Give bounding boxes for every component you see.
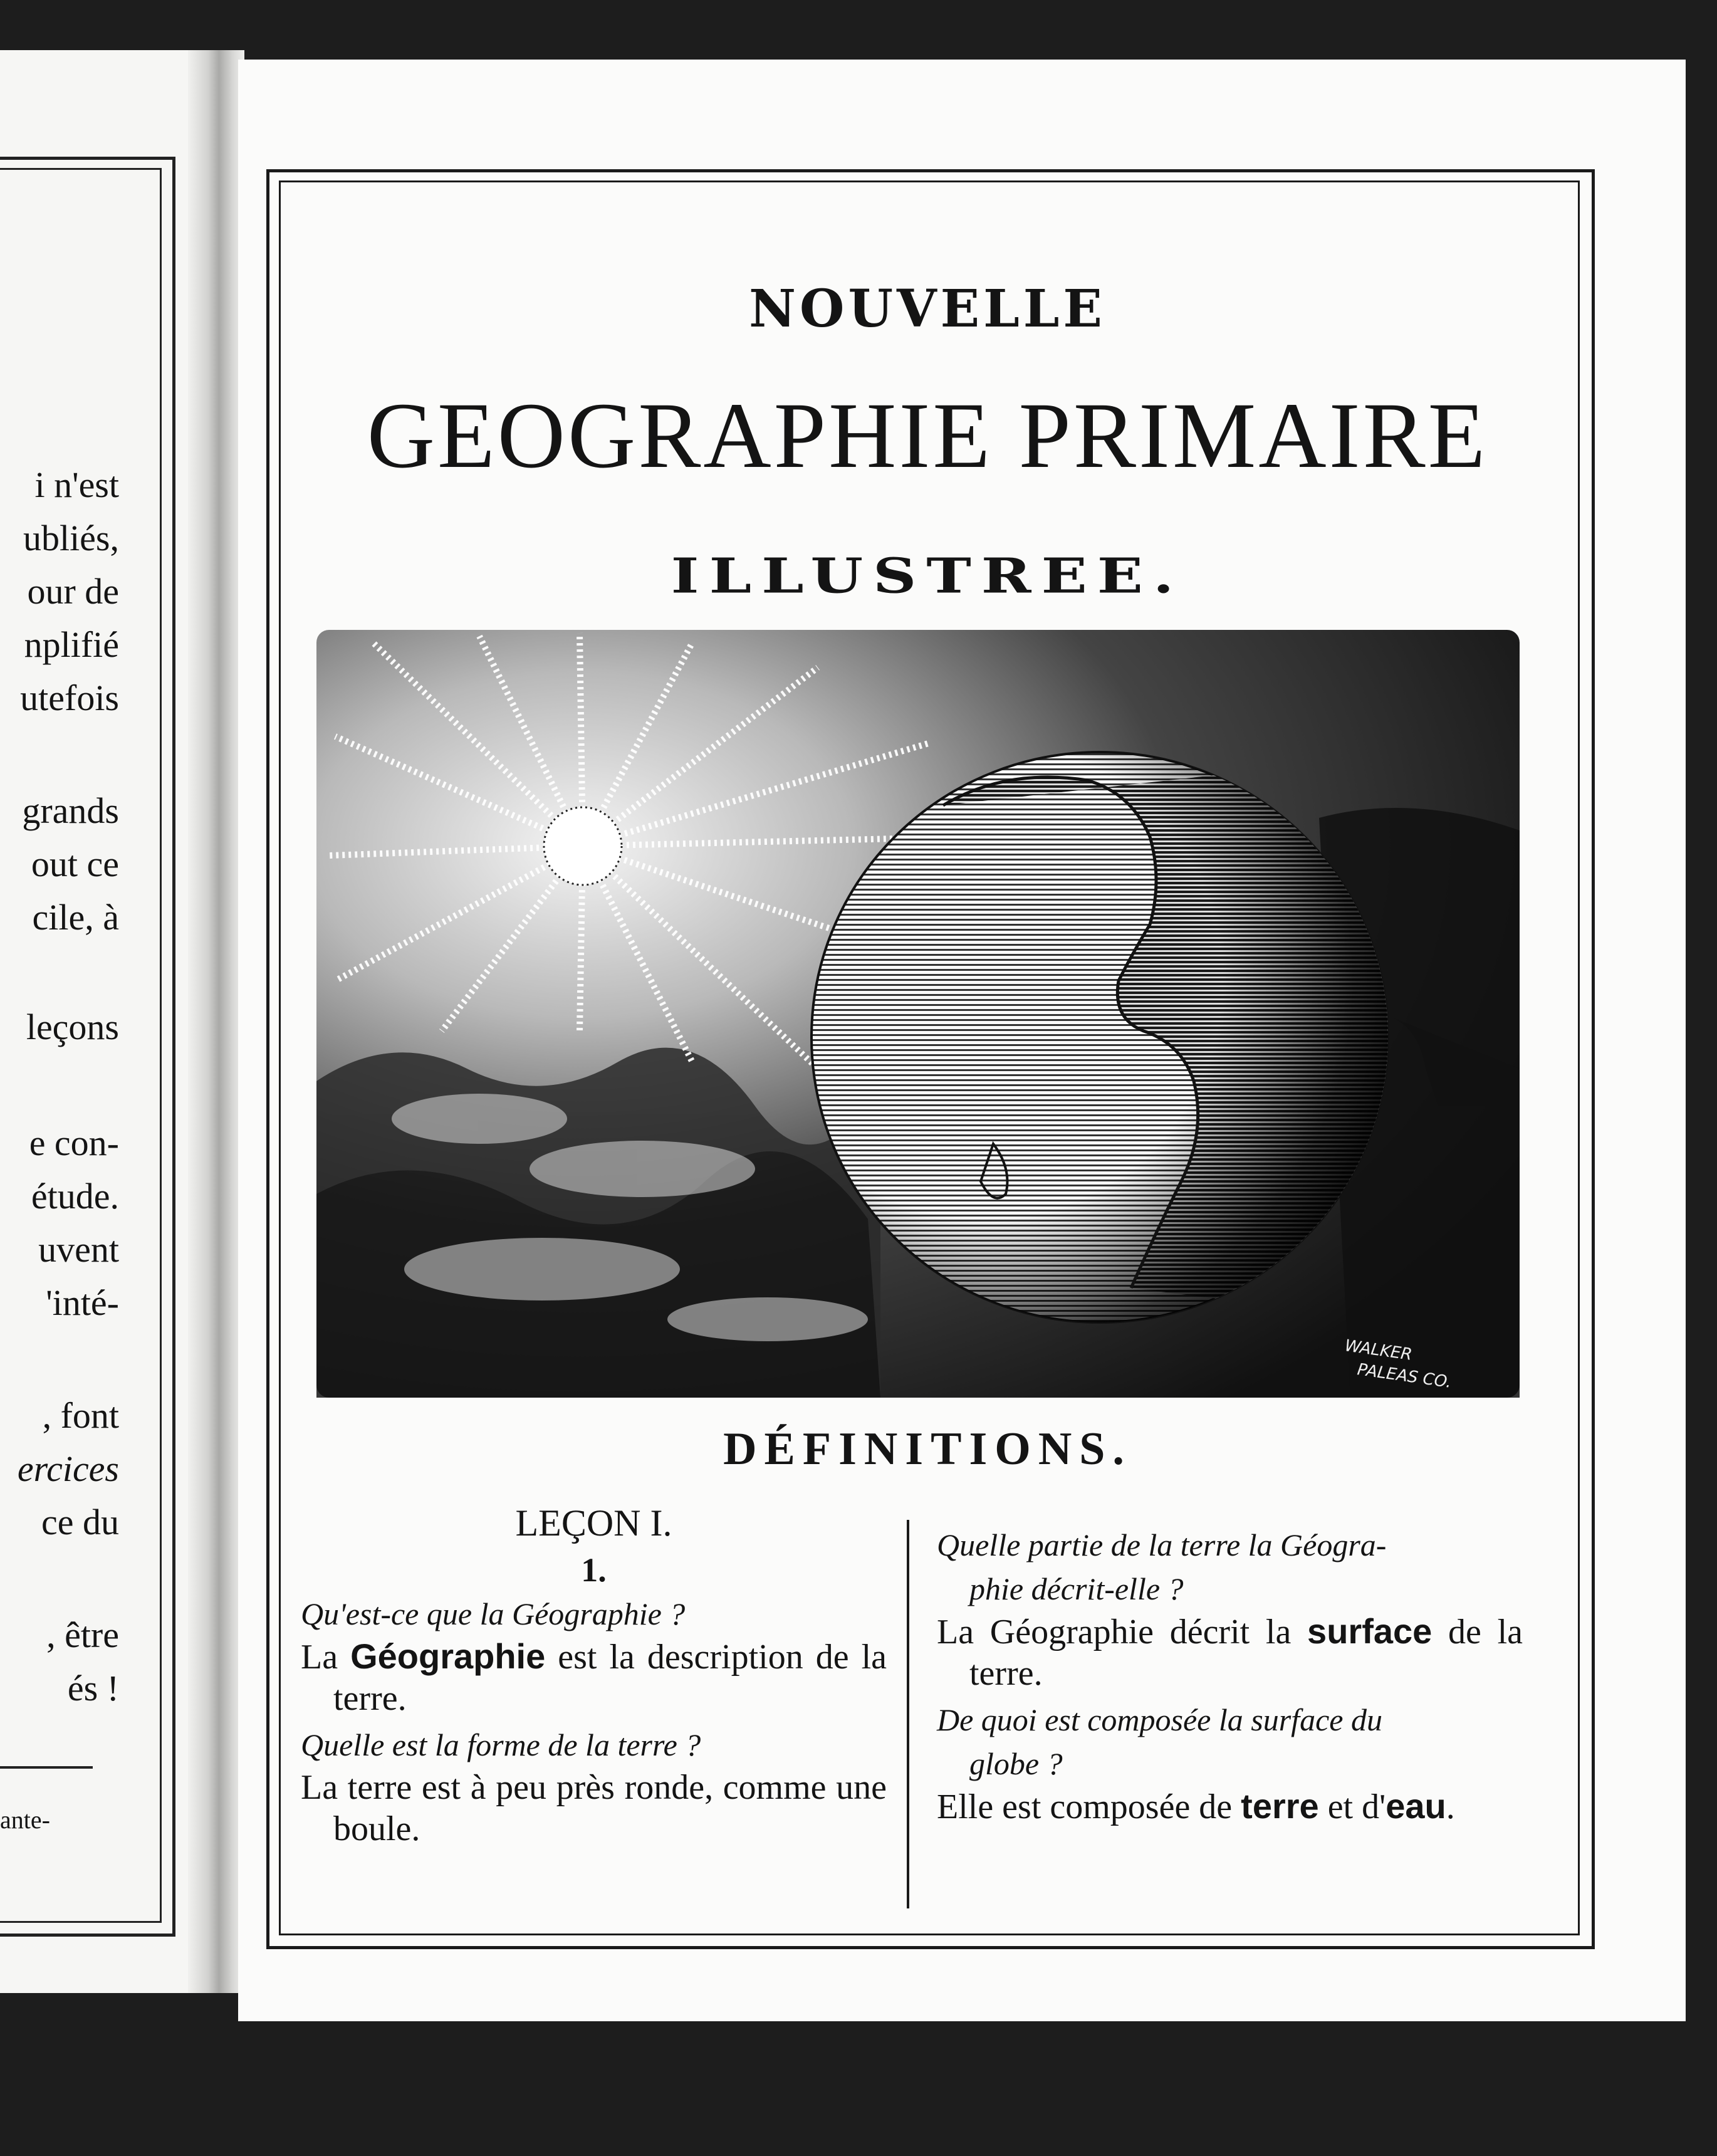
answer-text: et d' [1318, 1787, 1386, 1826]
left-line: uvent [38, 1229, 119, 1270]
lesson-number: 1. [581, 1551, 607, 1589]
answer-term: terre [1241, 1786, 1319, 1826]
left-line: ce du [41, 1502, 119, 1542]
answer [937, 1786, 1523, 1828]
lesson-heading: LEÇON I. [515, 1502, 672, 1544]
left-line: leçons [26, 1007, 119, 1047]
left-line: our de [27, 571, 119, 612]
answer-text: Elle est composée de [937, 1787, 1241, 1826]
left-line: i n'est [34, 464, 119, 505]
globe-sun-engraving [316, 630, 1520, 1398]
question: Qu'est-ce que la Géographie ? [301, 1596, 686, 1631]
section-heading: DÉFINITIONS. [723, 1423, 1132, 1475]
answer: La terre est à peu près ronde, comme une boule. [301, 1768, 887, 1848]
question: Quelle est la forme de la terre ? [301, 1727, 701, 1762]
answer-text: de la terre. [969, 1613, 1523, 1693]
left-line: grands [22, 790, 119, 831]
left-line: ubliés, [23, 518, 119, 558]
answer [937, 1611, 1523, 1694]
engraver-signature: PALEAS CO. [1356, 1360, 1453, 1393]
definitions-right-column [937, 1523, 1523, 1828]
question-line: Quelle partie de la terre la Géogra- [937, 1527, 1387, 1562]
left-line: , être [46, 1614, 119, 1655]
sun [544, 807, 622, 885]
left-line: , font [42, 1395, 119, 1436]
answer-term: surface [1307, 1611, 1433, 1651]
left-line: cile, à [32, 897, 119, 938]
answer-text: La Géographie décrit la [937, 1613, 1308, 1651]
footnote-text: ante- [0, 1806, 50, 1834]
question-line: phie décrit-elle ? [969, 1571, 1184, 1606]
answer-term: eau [1386, 1786, 1446, 1826]
definitions-left-column [301, 1498, 887, 1850]
answer [301, 1636, 887, 1719]
left-line: nplifié [24, 624, 119, 665]
question [937, 1523, 1523, 1611]
answer-text: La [301, 1638, 351, 1677]
title-kicker: NOUVELLE [749, 279, 1106, 339]
question [937, 1698, 1523, 1786]
footnote-rule [0, 1766, 93, 1769]
page-subtitle: ILLUSTREE. [671, 547, 1184, 604]
question-line: De quoi est composée la surface du [937, 1702, 1382, 1737]
left-line: out ce [31, 844, 119, 884]
book-gutter [188, 50, 244, 1993]
question-line: globe ? [969, 1746, 1063, 1781]
previous-page-text [0, 451, 119, 1767]
page-title: GEOGRAPHIE PRIMAIRE [367, 384, 1488, 488]
left-line: 'inté- [46, 1282, 119, 1323]
answer-text: . [1446, 1787, 1455, 1826]
left-line: e con- [29, 1122, 119, 1163]
engraver-signature: WALKER [1344, 1336, 1414, 1364]
column-divider [907, 1520, 909, 1908]
left-line: étude. [31, 1176, 119, 1217]
left-line: utefois [20, 678, 119, 718]
left-line: ercices [17, 1448, 119, 1489]
left-line: és ! [67, 1668, 119, 1709]
answer-text: est la description de la terre. [333, 1638, 887, 1718]
answer-term: Géographie [350, 1636, 546, 1676]
